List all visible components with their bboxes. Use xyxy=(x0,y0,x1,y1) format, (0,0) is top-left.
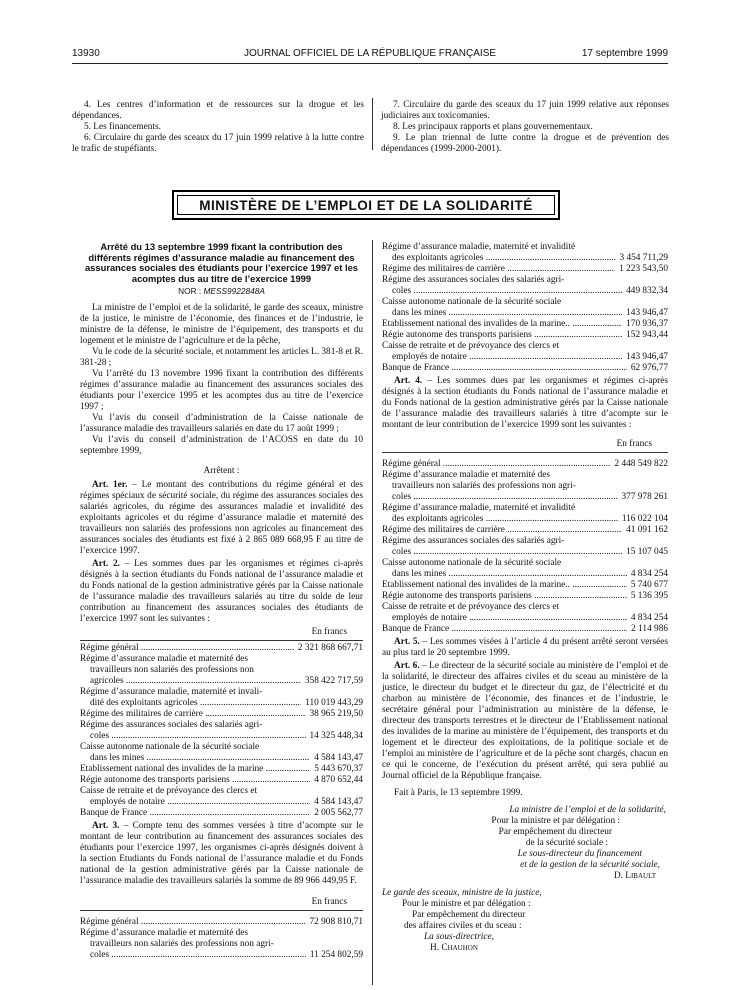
signatory-name: D. Libault xyxy=(613,871,656,881)
row-value: 4 584 143,47 xyxy=(314,797,363,808)
row-label-line: Régime d’assurance maladie et maternité des xyxy=(382,470,551,480)
row-label-line: Caisse de retraite et de prévoyance des clercs et xyxy=(382,341,560,351)
row-label: Régime général ..... xyxy=(382,459,611,470)
row-label: Etablissement national des invalides de la marine.. ..... xyxy=(382,319,622,330)
row-value: 5 136 395 xyxy=(630,591,668,601)
unit-label: En francs xyxy=(311,897,347,908)
row-label: des exploitants agricoles ..... xyxy=(382,253,616,264)
row-label: dans les mines ..... xyxy=(382,569,627,580)
table-row xyxy=(382,242,668,264)
table-row xyxy=(382,558,668,580)
row-value: 2 448 549 822 xyxy=(614,459,668,469)
issue-date: 17 septembre 1999 xyxy=(581,48,668,59)
row-label: Régie autonome des transports parisiens ..... xyxy=(80,775,310,786)
table-article-3 xyxy=(80,917,363,961)
table-row xyxy=(382,363,668,374)
table-row xyxy=(80,764,363,775)
row-label: coles ..... xyxy=(80,950,306,961)
article-label: Art. 6. xyxy=(394,661,420,671)
article-text: – Le directeur de la sécurité sociale au ministère de l’emploi et de la solidarité, le directeur des affaires civiles et du sceau au ministère de la justice, le directeur du budget et le directeur du gaz, de l’électricité et du charbon au ministère de l’économie, des finances et de l’industrie, le secrétaire général pour l’administration au ministère de la défense, le directeur des transports terrestres et le directeur de l’Etablissement national des invalides de la marine au ministère de l’équipement, des transports et du logement et le directeur des exploitations, de la politique sociale et de l’emploi au ministère de l’agriculture et de la pêche sont chargés, chacun en ce qui le concerne, de l’exécution du présent arrêté, qui sera publié au Journal officiel de la République française. xyxy=(382,661,669,781)
row-label-line: travailleurs non salariés des professions non agri- xyxy=(90,939,274,950)
row-value: 62 976,77 xyxy=(630,363,668,373)
row-label: coles ..... xyxy=(382,492,618,503)
previous-list-left xyxy=(72,100,364,155)
row-label: coles ..... xyxy=(382,547,622,558)
table-row xyxy=(382,503,668,525)
signature-place-date: Fait à Paris, le 13 septembre 1999. xyxy=(394,788,523,798)
row-label: agricoles ..... xyxy=(80,676,301,687)
page-number: 13930 xyxy=(72,48,100,59)
row-label: Etablissement national des invalides de la marine ..... xyxy=(80,764,310,775)
row-value: 2 321 868 667,71 xyxy=(297,643,363,654)
column-divider xyxy=(372,98,373,150)
signature-block-2 xyxy=(382,888,668,954)
row-label-line: Régime d’assurance maladie, maternité et invalidité xyxy=(382,242,576,252)
table-article-3-continued xyxy=(382,242,668,374)
article-label: Art. 1er. xyxy=(92,480,128,491)
row-value: 41 091 162 xyxy=(626,525,668,535)
row-label: Régie autonome des transports parisiens ..... xyxy=(382,330,622,341)
column-divider xyxy=(372,240,373,985)
row-value: 4 834 254 xyxy=(630,613,668,623)
row-label: Régie autonome des transports parisiens ..... xyxy=(382,591,627,602)
article-text: – Les sommes dues par les organismes et régimes ci-après désignés à la section étudiants du Fonds national de l’assurance maladie et du Fonds national de la gestion administrative gérés par la Caisse nationale de l’assurance maladie des travailleurs salariés à titre d’acompte sur le montant de leur contribution de l’exercice 1999 sont les suivantes : xyxy=(382,376,668,430)
article-4 xyxy=(382,376,668,431)
row-value: 15 107 045 xyxy=(626,547,668,557)
row-value: 11 254 802,59 xyxy=(309,950,363,961)
table-row xyxy=(382,459,668,470)
row-value: 116 022 104 xyxy=(621,514,668,524)
row-value: 72 908 810,71 xyxy=(309,917,363,928)
table-rule xyxy=(80,910,363,911)
row-value: 449 832,34 xyxy=(626,286,668,296)
article-text: – Compte tenu des sommes versées à titre d’acompte sur le montant de leur contribution au financement des assurances sociales des étudiants pour l’exercice 1997, les organismes ci-après désignés doivent à la section Etudiants du Fonds national de l’assurance maladie et du Fonds national de la gestion administrative gérés par la Caisse nationale de l’assurance maladie des travailleurs salariés la somme de 89 966 449,95 F. xyxy=(80,821,364,887)
table-row xyxy=(80,928,363,961)
row-label: Banque de France ..... xyxy=(382,624,627,635)
row-value: 5 443 670,37 xyxy=(314,764,363,775)
table-row xyxy=(80,808,363,819)
preamble: La ministre de l’emploi et de la solidarité, le garde des sceaux, ministre de la justice, le ministre de l’économie, des finances et de l’industrie, le ministre de la défense, le ministre de l’équipement, des transports et du logement et le ministre de l’agriculture et de la pêche, xyxy=(80,303,363,347)
ministry-banner xyxy=(172,190,560,220)
row-value: 3 454 711,29 xyxy=(619,253,668,263)
unit-label: En francs xyxy=(616,439,652,449)
table-row xyxy=(382,275,668,297)
table-row xyxy=(80,775,363,786)
row-label-line: Régime d’assurance maladie, maternité et invali- xyxy=(80,687,263,698)
row-value: 4 834 254 xyxy=(630,569,668,579)
list-item: 8. Les principaux rapports et plans gouvernementaux. xyxy=(393,122,593,132)
row-label-line: Caisse autonome nationale de la sécurité sociale xyxy=(382,297,562,307)
table-row xyxy=(382,591,668,602)
signature-line: Le sous-directeur du financement xyxy=(517,849,642,859)
row-label: Régime général ..... xyxy=(80,917,306,928)
nor-label: NOR : xyxy=(178,286,202,297)
row-label: des exploitants agricoles ..... xyxy=(382,514,618,525)
row-label: Banque de France ..... xyxy=(80,808,310,819)
visa: Vu l’arrêté du 13 novembre 1996 fixant la contribution des différents régimes d’assurance maladie au financement des assurances sociales des étudiants pour l’exercice 1995 et les acomptes dus au titre de l’exercice 1997 ; xyxy=(80,369,363,413)
arretent: Arrêtent : xyxy=(203,466,240,477)
row-label-line: Régime d’assurance maladie et maternité des xyxy=(80,654,249,665)
signature-line: La sous-directrice, xyxy=(424,932,494,942)
row-label-line: Régime d’assurance maladie, maternité et invalidité xyxy=(382,503,576,513)
article-label: Art. 5. xyxy=(394,637,420,647)
row-value: 143 946,47 xyxy=(626,308,668,318)
article-2 xyxy=(80,559,363,625)
row-label: employés de notaire ..... xyxy=(382,352,622,363)
signatory-title: La ministre de l’emploi et de la solidarité, xyxy=(509,805,666,815)
table-row xyxy=(382,330,668,341)
table-row xyxy=(382,624,668,635)
table-article-2 xyxy=(80,643,363,819)
table-row xyxy=(382,264,668,275)
signature-line: Pour le ministre et par délégation : xyxy=(402,899,531,909)
header-rule xyxy=(72,63,668,64)
row-label-line: Caisse autonome nationale de la sécurité sociale xyxy=(382,558,562,568)
row-value: 4 870 652,44 xyxy=(314,775,363,786)
table-row xyxy=(80,643,363,654)
journal-title: JOURNAL OFFICIEL DE LA RÉPUBLIQUE FRANÇAISE xyxy=(243,48,497,59)
page-header xyxy=(72,48,668,64)
list-item: 4. Les centres d’information et de ressources sur la drogue et les dépendances. xyxy=(72,100,364,121)
signatory-title: Le garde des sceaux, ministre de la justice, xyxy=(382,888,542,898)
row-value: 170 936,37 xyxy=(626,319,668,329)
row-label-line: Caisse de retraite et de prévoyance des clercs et xyxy=(382,602,560,612)
table-row xyxy=(382,602,668,624)
table-row xyxy=(382,297,668,319)
article-5 xyxy=(382,637,668,659)
row-value: 5 740 677 xyxy=(630,580,668,590)
article-1 xyxy=(80,480,363,557)
article-text: – Le montant des contributions du régime général et des régimes spéciaux de sécurité sociale, du régime des assurances sociales des salariés agricoles, du régime des assurances maladie et invalidité des exploitants agricoles et du régime d’assurance maladie et maternité des travailleurs non salariés des professions non agricoles au financement des assurances sociales des étudiants est fixé à 2 865 089 668,95 F au titre de l’exercice 1997. xyxy=(80,480,363,557)
table-row xyxy=(80,654,363,687)
row-value: 4 584 143,47 xyxy=(314,753,363,764)
article-label: Art. 4. xyxy=(394,376,423,386)
previous-list-right xyxy=(381,100,669,155)
ministry-title: MINISTÈRE DE L’EMPLOI ET DE LA SOLIDARITÉ xyxy=(177,195,555,215)
row-label: Banque de France ..... xyxy=(382,363,627,374)
row-value: 14 325 448,34 xyxy=(309,731,363,742)
table-row xyxy=(80,709,363,720)
article-text: – Les sommes dues par les organismes et régimes ci-après désignés à la section étudiants du Fonds national de l’assurance maladie et du Fonds national de la gestion administrative gérés par la Caisse nationale de l’assurance maladie des travailleurs salariés au titre du solde de leur contribution au financement des assurances sociales des étudiants de l’exercice 1997 sont les suivantes : xyxy=(80,559,363,625)
row-label-line: travailleurs non salariés des professions non agri- xyxy=(392,481,576,491)
row-label-line: travailleurs non salariés des professions non xyxy=(90,665,254,676)
article-text: – Les sommes visées à l’article 4 du présent arrêté seront versées au plus tard le 20 septembre 1999. xyxy=(382,637,669,658)
signature-line: Par empêchement du directeur xyxy=(412,910,526,920)
row-label-line: Régime des assurances sociales des salariés agri- xyxy=(382,275,565,285)
list-item: 7. Circulaire du garde des sceaux du 17 juin 1999 relative aux réponses judiciaires aux toxicomanies. xyxy=(381,100,669,121)
nor-code: MESS9922848A xyxy=(203,286,265,297)
row-value: 143 946,47 xyxy=(626,352,668,362)
decree-title: Arrêté du 13 septembre 1999 fixant la contribution des différents régimes d’assurance maladie au financement des assurances sociales des étudiants pour l’exercice 1997 et les acomptes dus au titre de l’exercice 1999 xyxy=(84,241,359,284)
row-label: dans les mines ..... xyxy=(80,753,310,764)
table-row xyxy=(80,742,363,764)
left-column xyxy=(80,242,363,961)
row-label: dans les mines ..... xyxy=(382,308,622,319)
unit-label: En francs xyxy=(311,627,347,638)
row-value: 377 978 261 xyxy=(621,492,668,502)
row-label-line: Caisse autonome nationale de la sécurité sociale xyxy=(80,742,260,753)
table-row xyxy=(80,917,363,928)
table-rule xyxy=(382,452,668,453)
row-label: coles ..... xyxy=(382,286,622,297)
table-row xyxy=(382,580,668,591)
row-label-line: Régime des assurances sociales des salariés agri- xyxy=(382,536,565,546)
article-3 xyxy=(80,821,363,887)
table-article-4 xyxy=(382,459,668,635)
row-value: 358 422 717,59 xyxy=(304,676,363,687)
table-row xyxy=(382,525,668,536)
signatory-name: H. Chauhon xyxy=(430,943,478,953)
row-value: 1 223 543,50 xyxy=(619,264,668,274)
list-item: 9. Le plan triennal de lutte contre la drogue et de prévention des dépendances (1999-2000-2001). xyxy=(381,133,669,154)
row-label: Régime général ..... xyxy=(80,643,294,654)
row-label: employés de notaire ..... xyxy=(382,613,627,624)
table-row xyxy=(80,786,363,808)
row-label: Régime des militaires de carrière ..... xyxy=(382,264,615,275)
row-value: 2 114 986 xyxy=(631,624,668,634)
table-row xyxy=(382,536,668,558)
right-column xyxy=(382,242,668,954)
row-value: 2 005 562,77 xyxy=(314,808,363,819)
row-label: coles ..... xyxy=(80,731,306,742)
table-row xyxy=(382,341,668,363)
row-value: 110 019 443,29 xyxy=(305,698,363,709)
row-label: employés de notaire ..... xyxy=(80,797,310,808)
row-label: Régime des militaires de carrière ..... xyxy=(80,709,306,720)
signature-line: et de la gestion de la sécurité sociale, xyxy=(520,860,660,870)
row-label: Etablissement national des invalides de la marine.. ..... xyxy=(382,580,627,591)
nor-line xyxy=(80,286,363,297)
visa: Vu le code de la sécurité sociale, et notamment les articles L. 381-8 et R. 381-28 ; xyxy=(80,347,363,369)
row-label-line: Régime d’assurance maladie et maternité des xyxy=(80,928,249,939)
row-label-line: Régime des assurances sociales des salariés agri- xyxy=(80,720,263,731)
row-value: 38 965 219,50 xyxy=(309,709,363,720)
visa: Vu l’avis du conseil d’administration de l’ACOSS en date du 10 septembre 1999, xyxy=(80,435,363,457)
table-row xyxy=(80,687,363,709)
row-label: Régime des militaires de carrière ..... xyxy=(382,525,622,536)
row-value: 152 943,44 xyxy=(626,330,668,340)
table-row xyxy=(80,720,363,742)
signature-line: des affaires civiles et du sceau : xyxy=(404,921,522,931)
row-label: dité des exploitants agricoles ..... xyxy=(80,698,301,709)
signature-block-1 xyxy=(382,805,668,882)
article-label: Art. 2. xyxy=(92,559,120,570)
table-row xyxy=(382,470,668,503)
list-item: 6. Circulaire du garde des sceaux du 17 juin 1999 relative à la lutte contre le trafic de stupéfiants. xyxy=(72,133,364,154)
signature-line: Par empêchement du directeur xyxy=(498,827,612,837)
table-rule xyxy=(80,640,363,641)
signature-line: de la sécurité sociale : xyxy=(525,838,608,848)
signature-line: Pour la ministre et par délégation : xyxy=(491,816,620,826)
row-label-line: Caisse de retraite et de prévoyance des clercs et xyxy=(80,786,258,797)
visa: Vu l’avis du conseil d’administration de la Caisse nationale de l’assurance maladie des travailleurs salariés en date du 17 août 1999 ; xyxy=(80,413,363,435)
list-item: 5. Les financements. xyxy=(84,122,161,132)
table-row xyxy=(382,319,668,330)
article-6 xyxy=(382,661,668,782)
article-label: Art. 3. xyxy=(92,821,120,832)
